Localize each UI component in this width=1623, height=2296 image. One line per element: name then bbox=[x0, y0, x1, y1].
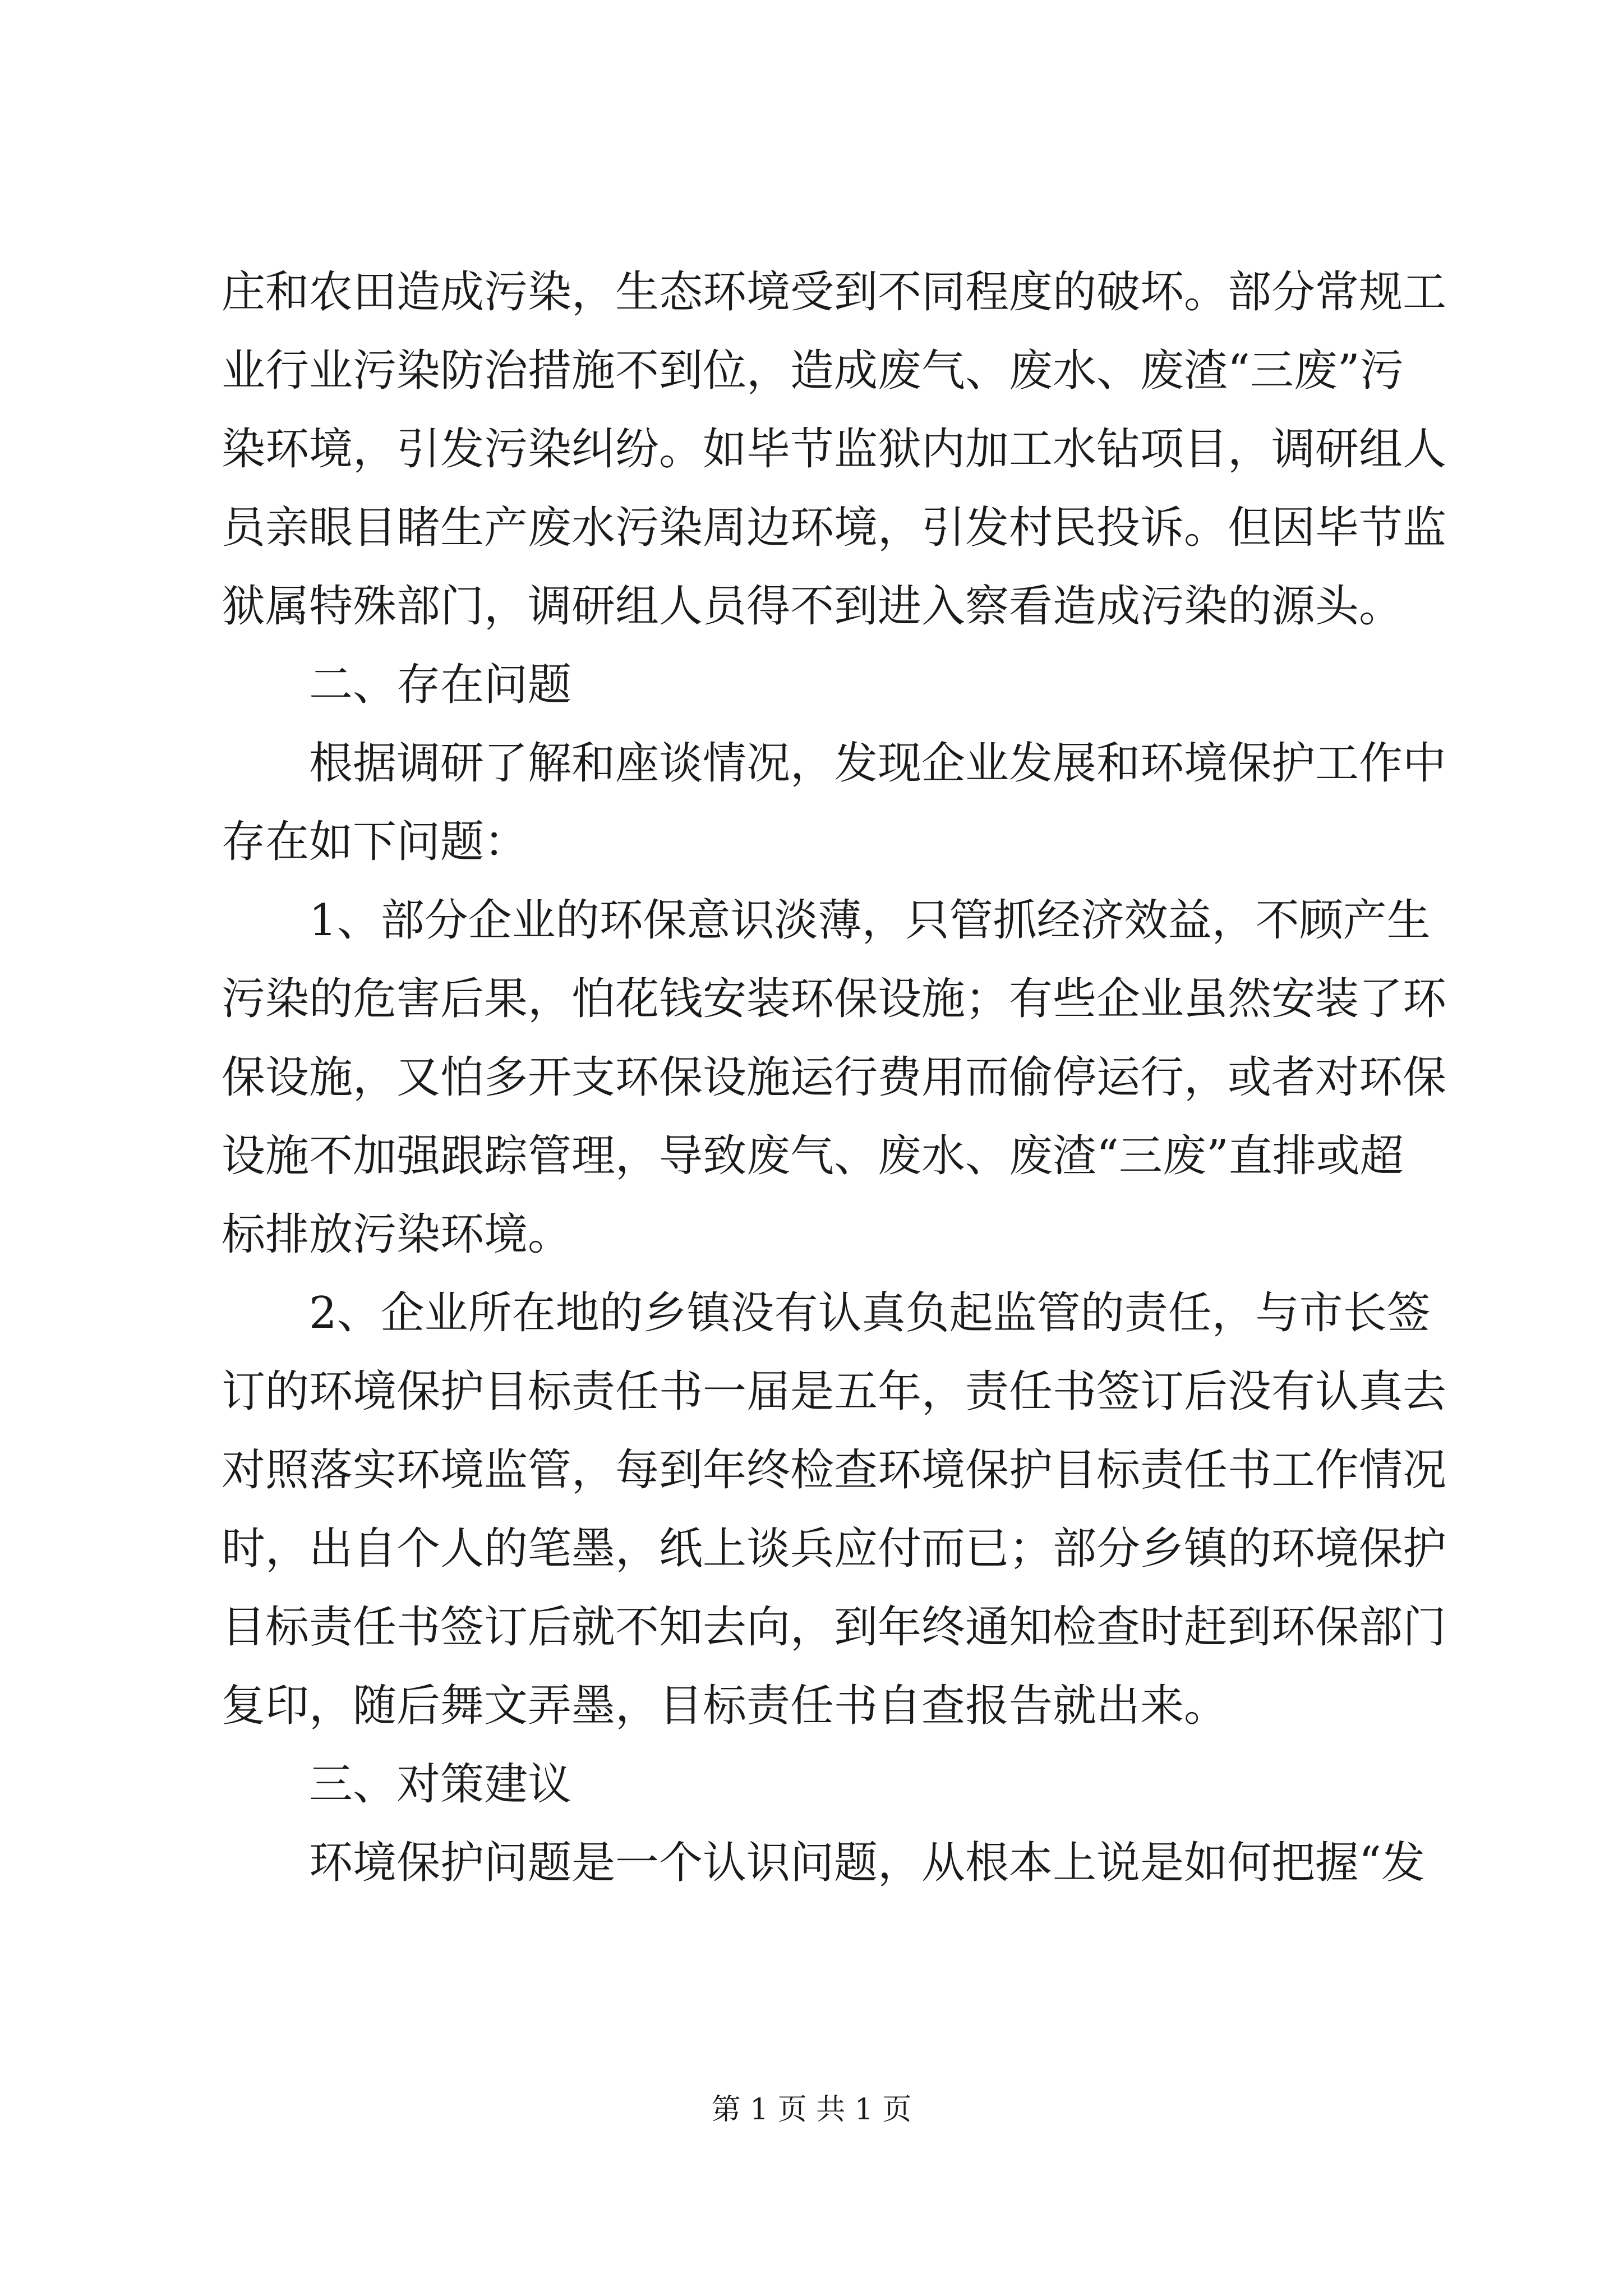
document-body bbox=[222, 252, 1447, 1902]
line-text: 1、部分企业的环保意识淡薄，只管抓经济效益，不顾产生 bbox=[309, 895, 1431, 946]
line-text: 环境保护问题是一个认识问题，从根本上说是如何把握“发 bbox=[309, 1838, 1425, 1888]
text-line bbox=[222, 1588, 1447, 1666]
text-line bbox=[222, 252, 1447, 331]
line-text: 2、企业所在地的乡镇没有认真负起监管的责任，与市长签 bbox=[309, 1288, 1431, 1338]
text-line bbox=[222, 1038, 1447, 1116]
text-line bbox=[222, 724, 1447, 802]
text-line bbox=[222, 881, 1431, 959]
line-text: 污染的危害后果，怕花钱安装环保设施；有些企业虽然安装了环 bbox=[222, 974, 1447, 1024]
text-line bbox=[222, 409, 1447, 488]
text-line bbox=[222, 1509, 1447, 1588]
text-line bbox=[222, 1823, 1425, 1902]
line-text: 标排放污染环境。 bbox=[222, 1209, 572, 1260]
line-text: 员亲眼目睹生产废水污染周边环境，引发村民投诉。但因毕节监 bbox=[222, 503, 1447, 553]
line-text: 复印，随后舞文弄墨，目标责任书自查报告就出来。 bbox=[222, 1681, 1228, 1731]
line-text: 根据调研了解和座谈情况，发现企业发展和环境保护工作中 bbox=[309, 738, 1447, 789]
page-footer bbox=[0, 2093, 1623, 2127]
line-text: 设施不加强跟踪管理，导致废气、废水、废渣“三废”直排或超 bbox=[222, 1131, 1404, 1181]
text-line bbox=[222, 1666, 1416, 1745]
line-text: 狱属特殊部门，调研组人员得不到进入察看造成污染的源头。 bbox=[222, 581, 1403, 632]
line-text: 订的环境保护目标责任书一届是五年，责任书签订后没有认真去 bbox=[222, 1366, 1447, 1417]
text-line bbox=[222, 1430, 1447, 1509]
section-heading bbox=[222, 645, 1416, 724]
line-text: 对照落实环境监管，每到年终检查环境保护目标责任书工作情况 bbox=[222, 1445, 1447, 1496]
line-text: 目标责任书签订后就不知去向，到年终通知检查时赶到环保部门 bbox=[222, 1602, 1447, 1653]
line-text: 业行业污染防治措施不到位，造成废气、废水、废渣“三废”污 bbox=[222, 346, 1404, 396]
line-text: 存在如下问题： bbox=[222, 817, 528, 867]
text-line bbox=[222, 1195, 1416, 1273]
line-text: 时，出自个人的笔墨，纸上谈兵应付而已；部分乡镇的环境保护 bbox=[222, 1524, 1447, 1574]
text-line bbox=[222, 488, 1447, 567]
page-number-label: 第 1 页 共 1 页 bbox=[711, 2093, 912, 2127]
text-line bbox=[222, 1116, 1416, 1195]
line-text: 染环境，引发污染纠纷。如毕节监狱内加工水钻项目，调研组人 bbox=[222, 424, 1447, 475]
text-line bbox=[222, 959, 1447, 1038]
text-line bbox=[222, 331, 1416, 409]
section-heading-text: 三、对策建议 bbox=[309, 1759, 572, 1810]
text-line bbox=[222, 1273, 1431, 1352]
line-text: 庄和农田造成污染，生态环境受到不同程度的破坏。部分常规工 bbox=[222, 267, 1447, 318]
text-line bbox=[222, 1352, 1447, 1430]
text-line bbox=[222, 567, 1416, 645]
line-text: 保设施，又怕多开支环保设施运行费用而偷停运行，或者对环保 bbox=[222, 1052, 1447, 1103]
text-line bbox=[222, 802, 1416, 881]
section-heading-text: 二、存在问题 bbox=[309, 660, 572, 710]
section-heading bbox=[222, 1745, 1416, 1823]
